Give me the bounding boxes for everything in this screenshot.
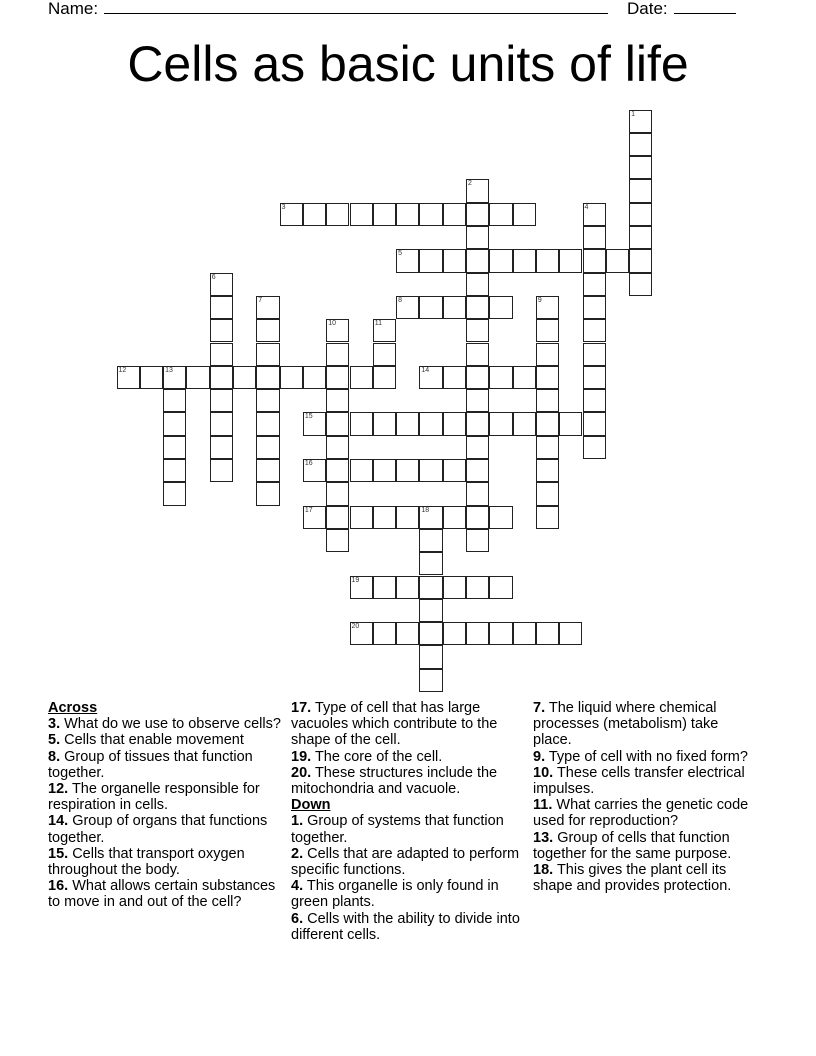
page-title: Cells as basic units of life: [127, 36, 689, 92]
grid-cell[interactable]: [419, 296, 442, 319]
clue-across-12: 12. The organelle responsible for respiration in cells.: [48, 781, 260, 814]
grid-cell[interactable]: [373, 412, 396, 435]
clue-down-18: 18. This gives the plant cell its shape and provides protection.: [533, 862, 732, 895]
grid-cell[interactable]: [303, 459, 326, 482]
grid-cell[interactable]: [489, 506, 512, 529]
grid-cell[interactable]: [489, 622, 512, 645]
clue-number: 1: [631, 110, 635, 118]
grid-cell[interactable]: [536, 319, 559, 342]
grid-cell[interactable]: [210, 436, 233, 459]
grid-cell[interactable]: [210, 273, 233, 296]
grid-cell[interactable]: [466, 459, 489, 482]
grid-cell[interactable]: [350, 622, 373, 645]
grid-cell[interactable]: [583, 249, 606, 272]
clue-across-8: 8. Group of tissues that function together.: [48, 748, 253, 781]
grid-cell[interactable]: [373, 622, 396, 645]
grid-cell[interactable]: [256, 343, 279, 366]
grid-cell[interactable]: [419, 599, 442, 622]
grid-cell[interactable]: [466, 389, 489, 412]
grid-cell[interactable]: [303, 506, 326, 529]
grid-cell[interactable]: [256, 412, 279, 435]
grid-cell[interactable]: [256, 459, 279, 482]
clue-number: 3: [281, 203, 286, 211]
clue-down-2: 2. Cells that are adapted to perform specific functions.: [291, 845, 520, 879]
grid-cell[interactable]: [396, 506, 419, 529]
grid-cell[interactable]: [443, 203, 466, 226]
grid-cell[interactable]: [256, 319, 279, 342]
grid-cell[interactable]: [256, 296, 279, 319]
grid-cell[interactable]: [210, 459, 233, 482]
clue-down-10: 10. These cells transfer electrical impulses.: [533, 764, 745, 798]
clue-down-7: 7. The liquid where chemical processes (metabolism) take place.: [533, 700, 719, 749]
grid-cell[interactable]: [326, 459, 349, 482]
grid-cell[interactable]: [536, 506, 559, 529]
grid-cell[interactable]: [303, 412, 326, 435]
grid-cell[interactable]: [443, 296, 466, 319]
grid-cell[interactable]: [466, 506, 489, 529]
grid-cell[interactable]: [326, 343, 349, 366]
grid-cell[interactable]: [443, 459, 466, 482]
grid-cell[interactable]: [256, 366, 279, 389]
clue-number: 8: [398, 296, 402, 304]
grid-cell[interactable]: [419, 203, 442, 226]
across-heading: Across: [48, 700, 98, 716]
grid-cell[interactable]: [419, 576, 442, 599]
grid-cell[interactable]: [419, 506, 442, 529]
clue-number: 18: [421, 506, 430, 514]
clue-down-9: 9. Type of cell with no fixed form?: [533, 748, 748, 765]
grid-cell[interactable]: [186, 366, 209, 389]
grid-cell[interactable]: [419, 529, 442, 552]
grid-cell[interactable]: [373, 203, 396, 226]
grid-cell[interactable]: [396, 459, 419, 482]
grid-cell[interactable]: [466, 436, 489, 459]
grid-cell[interactable]: [466, 529, 489, 552]
grid-cell[interactable]: [489, 576, 512, 599]
grid-cell[interactable]: [583, 389, 606, 412]
grid-cell[interactable]: [629, 203, 652, 226]
clues-column-2: [291, 700, 526, 943]
grid-cell[interactable]: [466, 249, 489, 272]
grid-cell[interactable]: [373, 366, 396, 389]
grid-cell[interactable]: [256, 482, 279, 505]
grid-cell[interactable]: [583, 319, 606, 342]
grid-cell[interactable]: [350, 412, 373, 435]
grid-cell[interactable]: [210, 319, 233, 342]
grid-cell[interactable]: [536, 482, 559, 505]
grid-cell[interactable]: [559, 249, 582, 272]
grid-cell[interactable]: [419, 366, 442, 389]
clue-number: 19: [351, 576, 360, 584]
grid-cell[interactable]: [536, 622, 559, 645]
grid-cell[interactable]: [233, 366, 256, 389]
grid-cell[interactable]: [373, 319, 396, 342]
grid-cell[interactable]: [419, 249, 442, 272]
grid-cell[interactable]: [163, 482, 186, 505]
clue-across-5: 5. Cells that enable movement: [48, 732, 244, 749]
grid-cell[interactable]: [350, 203, 373, 226]
grid-cell[interactable]: [629, 110, 652, 133]
grid-cell[interactable]: [350, 506, 373, 529]
grid-cell[interactable]: [536, 389, 559, 412]
grid-cell[interactable]: [536, 296, 559, 319]
grid-cell[interactable]: [466, 273, 489, 296]
clue-number: 2: [468, 180, 472, 188]
clue-number: 10: [328, 320, 336, 328]
grid-cell[interactable]: [419, 669, 442, 692]
grid-cell[interactable]: [466, 319, 489, 342]
grid-cell[interactable]: [210, 343, 233, 366]
grid-cell[interactable]: [443, 622, 466, 645]
clue-number: 6: [211, 273, 216, 281]
grid-cell[interactable]: [466, 296, 489, 319]
grid-cell[interactable]: [583, 366, 606, 389]
clue-across-14: 14. Group of organs that functions together.: [48, 813, 268, 846]
grid-cell[interactable]: [210, 296, 233, 319]
clue-number: 15: [304, 413, 313, 421]
grid-cell[interactable]: [583, 296, 606, 319]
grid-cell[interactable]: [419, 645, 442, 668]
grid-cell[interactable]: [466, 622, 489, 645]
clues-column-3: [533, 700, 753, 894]
down-heading: Down: [291, 797, 331, 814]
grid-cell[interactable]: [583, 343, 606, 366]
grid-cell[interactable]: [513, 249, 536, 272]
grid-cell[interactable]: [396, 203, 419, 226]
name-label: Name:: [48, 0, 99, 18]
clue-across-16: 16. What allows certain substances to move in and out of the cell?: [48, 878, 276, 911]
grid-cell[interactable]: [303, 203, 326, 226]
grid-cell[interactable]: [466, 366, 489, 389]
grid-cell[interactable]: [419, 622, 442, 645]
grid-cell[interactable]: [303, 366, 326, 389]
grid-cell[interactable]: [373, 576, 396, 599]
grid-cell[interactable]: [163, 366, 186, 389]
clue-number: 13: [165, 366, 173, 374]
grid-cell[interactable]: [350, 366, 373, 389]
grid-cell[interactable]: [583, 412, 606, 435]
clue-down-1: 1. Group of systems that function together.: [291, 813, 504, 846]
clue-number: 12: [118, 366, 127, 374]
grid-cell[interactable]: [583, 273, 606, 296]
grid-cell[interactable]: [373, 506, 396, 529]
clue-number: 7: [258, 296, 263, 304]
clue-across-15: 15. Cells that transport oxygen throughout the body.: [48, 845, 245, 879]
clue-down-13: 13. Group of cells that function together for the same purpose.: [533, 829, 732, 862]
grid-cell[interactable]: [163, 436, 186, 459]
grid-cell[interactable]: [326, 436, 349, 459]
grid-cell[interactable]: [629, 226, 652, 249]
grid-cell[interactable]: [326, 389, 349, 412]
grid-cell[interactable]: [489, 366, 512, 389]
grid-cell[interactable]: [466, 226, 489, 249]
grid-cell[interactable]: [373, 459, 396, 482]
grid-cell[interactable]: [280, 366, 303, 389]
grid-cell[interactable]: [419, 459, 442, 482]
grid-cell[interactable]: [489, 296, 512, 319]
grid-cell[interactable]: [419, 412, 442, 435]
clue-down-6: 6. Cells with the ability to divide into different cells.: [291, 910, 520, 943]
grid-cell[interactable]: [513, 203, 536, 226]
grid-cell[interactable]: [326, 203, 349, 226]
grid-cell[interactable]: [256, 389, 279, 412]
grid-cell[interactable]: [163, 412, 186, 435]
clue-across-20: 20. These structures include the mitochondria and vacuole.: [291, 764, 498, 798]
grid-cell[interactable]: [396, 249, 419, 272]
grid-cell[interactable]: [513, 622, 536, 645]
grid-cell[interactable]: [466, 412, 489, 435]
grid-cell[interactable]: [350, 459, 373, 482]
grid-cell[interactable]: [163, 459, 186, 482]
clue-down-4: 4. This organelle is only found in green plants.: [291, 878, 499, 911]
grid-cell[interactable]: [489, 412, 512, 435]
grid-cell[interactable]: [419, 552, 442, 575]
grid-cell[interactable]: [629, 249, 652, 272]
clues-column-1: [48, 700, 283, 911]
grid-cell[interactable]: [326, 319, 349, 342]
grid-cell[interactable]: [350, 576, 373, 599]
grid-cell[interactable]: [443, 366, 466, 389]
grid-cell[interactable]: [629, 273, 652, 296]
grid-cell[interactable]: [466, 343, 489, 366]
grid-cell[interactable]: [489, 203, 512, 226]
grid-cell[interactable]: [559, 412, 582, 435]
grid-cell[interactable]: [326, 412, 349, 435]
grid-cell[interactable]: [606, 249, 629, 272]
grid-cell[interactable]: [629, 133, 652, 156]
grid-cell[interactable]: [536, 436, 559, 459]
grid-cell[interactable]: [443, 506, 466, 529]
grid-cell[interactable]: [583, 203, 606, 226]
grid-cell[interactable]: [373, 343, 396, 366]
grid-cell[interactable]: [466, 179, 489, 202]
clue-number: 9: [537, 296, 542, 304]
grid-cell[interactable]: [326, 529, 349, 552]
grid-cell[interactable]: [396, 576, 419, 599]
grid-cell[interactable]: [256, 436, 279, 459]
clue-across-3: 3. What do we use to observe cells?: [48, 716, 281, 733]
clue-number: 20: [351, 623, 360, 631]
clue-across-17: 17. Type of cell that has large vacuoles which contribute to the shape of the cell.: [291, 700, 498, 749]
clue-across-19: 19. The core of the cell.: [291, 748, 443, 765]
grid-cell[interactable]: [536, 412, 559, 435]
grid-cell[interactable]: [140, 366, 163, 389]
grid-cell[interactable]: [396, 412, 419, 435]
grid-cell[interactable]: [466, 482, 489, 505]
grid-cell[interactable]: [629, 156, 652, 179]
clue-number: 17: [304, 506, 313, 514]
grid-cell[interactable]: [583, 436, 606, 459]
clue-number: 14: [421, 366, 430, 374]
clue-number: 5: [398, 250, 402, 258]
grid-cell[interactable]: [559, 622, 582, 645]
grid-cell[interactable]: [513, 366, 536, 389]
grid-cell[interactable]: [536, 343, 559, 366]
grid-cell[interactable]: [117, 366, 140, 389]
clue-number: 4: [584, 203, 589, 211]
grid-cell[interactable]: [210, 412, 233, 435]
grid-cell[interactable]: [536, 249, 559, 272]
grid-cell[interactable]: [629, 179, 652, 202]
clue-number: 16: [304, 460, 313, 467]
grid-cell[interactable]: [513, 412, 536, 435]
clue-number: 11: [374, 320, 383, 328]
grid-cell[interactable]: [536, 459, 559, 482]
grid-cell[interactable]: [583, 226, 606, 249]
grid-cell[interactable]: [280, 203, 303, 226]
grid-cell[interactable]: [466, 576, 489, 599]
grid-cell[interactable]: [443, 249, 466, 272]
grid-cell[interactable]: [443, 412, 466, 435]
grid-cell[interactable]: [396, 622, 419, 645]
clue-down-11: 11. What carries the genetic code used for reproduction?: [533, 797, 749, 830]
date-label: Date:: [627, 0, 668, 18]
grid-cell[interactable]: [210, 366, 233, 389]
grid-cell[interactable]: [326, 506, 349, 529]
grid-cell[interactable]: [163, 389, 186, 412]
grid-cell[interactable]: [466, 203, 489, 226]
grid-cell[interactable]: [210, 389, 233, 412]
grid-cell[interactable]: [326, 482, 349, 505]
grid-cell[interactable]: [489, 249, 512, 272]
grid-cell[interactable]: [326, 366, 349, 389]
grid-cell[interactable]: [536, 366, 559, 389]
grid-cell[interactable]: [396, 296, 419, 319]
grid-cell[interactable]: [443, 576, 466, 599]
